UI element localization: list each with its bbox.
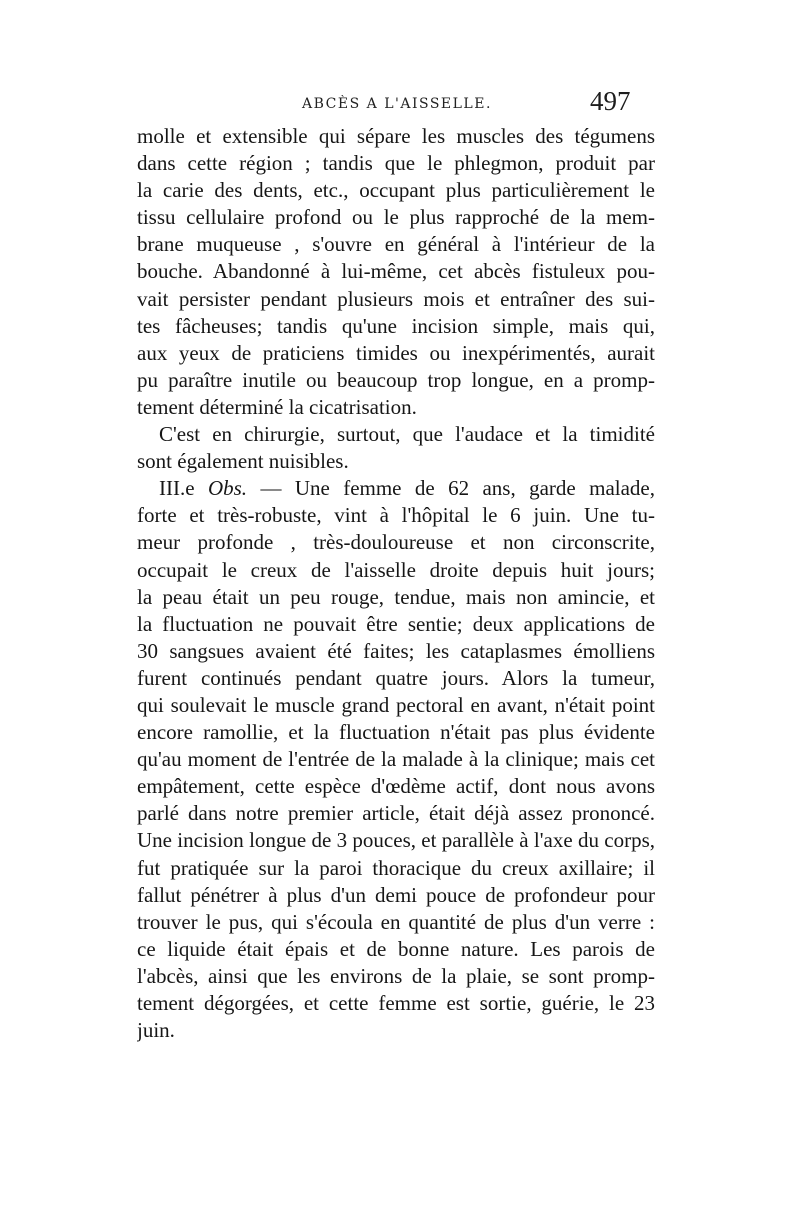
text-line: 30 sangsues avaient été faites; les cataplasmes émolliens — [137, 638, 655, 663]
text-line: dans cette région ; tandis que le phlegmon, produit par — [137, 151, 655, 176]
text-line: sont également nuisibles. — [137, 449, 349, 474]
text-line: qui soulevait le muscle grand pectoral en avant, n'était point — [137, 692, 655, 717]
text-line: ce liquide était épais et de bonne nature. Les parois de — [137, 936, 655, 961]
text-line: encore ramollie, et la fluctuation n'était pas plus évidente — [137, 720, 655, 745]
text-line: fallut pénétrer à plus d'un demi pouce de profondeur pour — [137, 882, 655, 907]
text-line: forte et très-robuste, vint à l'hôpital le 6 juin. Une tu- — [137, 503, 655, 528]
text-line: la peau était un peu rouge, tendue, mais non amincie, et — [137, 584, 655, 609]
observation-number: III.e — [159, 476, 195, 501]
text-line: tement déterminé la cicatrisation. — [137, 394, 417, 419]
text-line: juin. — [137, 1018, 175, 1043]
text-line: occupait le creux de l'aisselle droite depuis huit jours; — [137, 557, 655, 582]
text-line: trouver le pus, qui s'écoula en quantité de plus d'un verre : — [137, 909, 655, 934]
text-line: Une incision longue de 3 pouces, et parallèle à l'axe du corps, — [137, 828, 655, 853]
text-line: molle et extensible qui sépare les muscles des tégumens — [137, 124, 655, 148]
text-line: empâtement, cette espèce d'œdème actif, dont nous avons — [137, 774, 655, 799]
text-line: la carie des dents, etc., occupant plus particulièrement le — [137, 178, 655, 203]
text-line: tement dégorgées, et cette femme est sortie, guérie, le 23 — [137, 991, 655, 1015]
text-line: tissu cellulaire profond ou le plus rapproché de la mem- — [137, 205, 655, 230]
observation-heading-line — [137, 475, 655, 502]
text-line: fut pratiquée sur la paroi thoracique du creux axillaire; il — [137, 855, 655, 880]
text-line: pu paraître inutile ou beaucoup trop longue, en a promp- — [137, 367, 655, 392]
text-line: aux yeux de praticiens timides ou inexpérimentés, aurait — [137, 340, 655, 365]
text-line: l'abcès, ainsi que les environs de la plaie, se sont promp- — [137, 963, 655, 988]
text-line: C'est en chirurgie, surtout, que l'audace et la timidité — [159, 422, 655, 447]
text-line: parlé dans notre premier article, était déjà assez prononcé. — [137, 801, 655, 826]
text-line: bouche. Abandonné à lui-même, cet abcès fistuleux pou- — [137, 259, 655, 284]
running-head: ABCÈS A L'AISSELLE. — [302, 96, 492, 112]
text-line: — Une femme de 62 ans, garde malade, — [260, 476, 655, 501]
text-line: vait persister pendant plusieurs mois et entraîner des sui- — [137, 286, 655, 311]
body-text — [137, 123, 655, 1044]
text-line: furent continués pendant quatre jours. Alors la tumeur, — [137, 665, 655, 690]
text-line: qu'au moment de l'entrée de la malade à la clinique; mais cet — [137, 747, 655, 772]
text-line: meur profonde , très-douloureuse et non circonscrite, — [137, 530, 655, 555]
text-line: la fluctuation ne pouvait être sentie; deux applications de — [137, 611, 655, 636]
page-number: 497 — [590, 86, 631, 116]
text-line: brane muqueuse , s'ouvre en général à l'intérieur de la — [137, 232, 655, 257]
observation-abbrev: Obs. — [207, 476, 248, 501]
text-line: tes fâcheuses; tandis qu'une incision simple, mais qui, — [137, 313, 655, 338]
